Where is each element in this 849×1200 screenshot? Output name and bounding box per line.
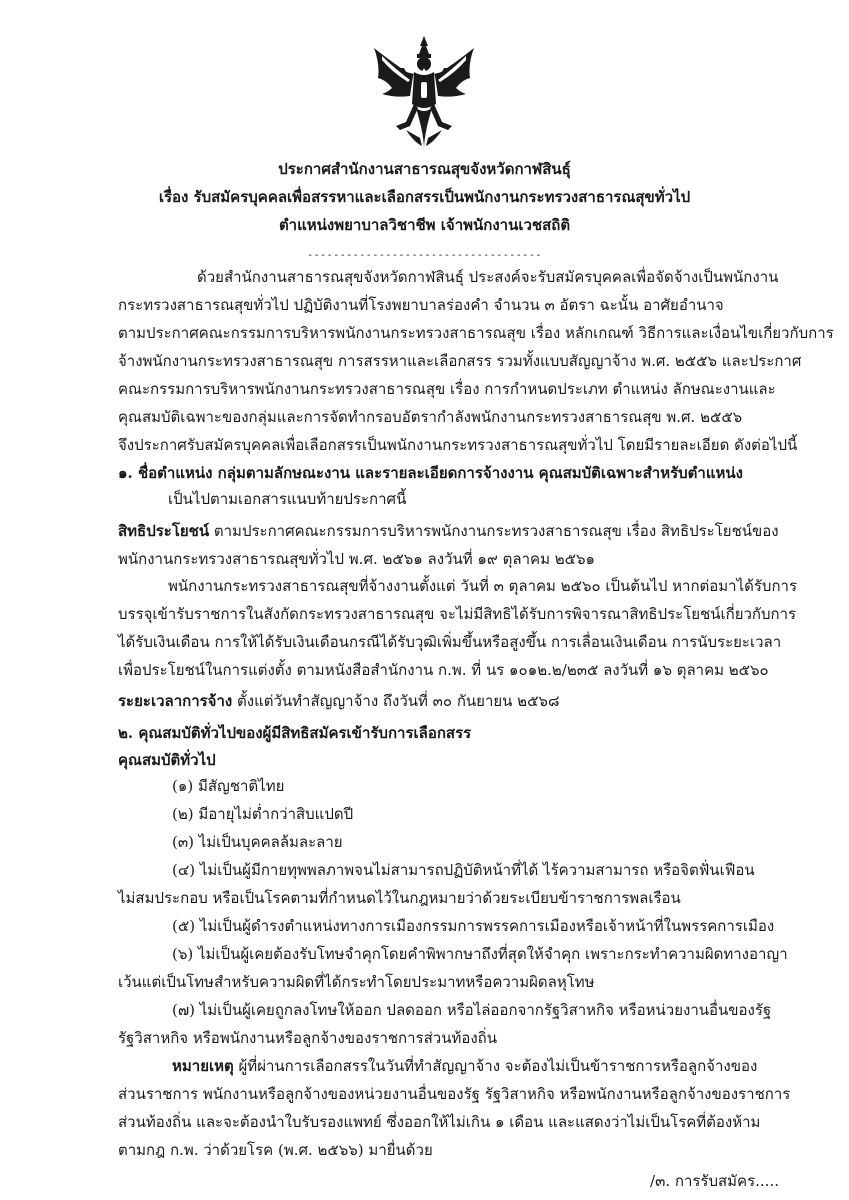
qualification-item-cont: ไม่สมประกอบ หรือเป็นโรคตามที่กำหนดไว้ในกฎหมายว่าด้วยระเบียบข้าราชการพลเรือน	[118, 889, 681, 907]
benefits-para-line: พนักงานกระทรวงสาธารณสุขที่จ้างงานตั้งแต่ วันที่ ๓ ตุลาคม ๒๕๖๐ เป็นต้นไป หากต่อมาได้รับการ	[168, 577, 798, 595]
benefits-line	[118, 520, 779, 542]
benefits-text: ตามประกาศคณะกรรมการบริหารพนักงานกระทรวงสาธารณสุข เรื่อง สิทธิประโยชน์ของ	[209, 522, 779, 540]
announcement-subject: เรื่อง รับสมัครบุคคลเพื่อสรรหาและเลือกสรรเป็นพนักงานกระทรวงสาธารณสุขทั่วไป	[158, 188, 691, 206]
section1-body: เป็นไปตามเอกสารแนบท้ายประกาศนี้	[168, 490, 407, 508]
intro-line: จ้างพนักงานกระทรวงสาธารณสุข การสรรหาและเลือกสรร รวมทั้งแบบสัญญาจ้าง พ.ศ. ๒๕๕๖ และประกาศ	[118, 352, 802, 370]
benefits-label: สิทธิประโยชน์	[118, 522, 210, 540]
announcement-position: ตำแหน่งพยาบาลวิชาชีพ เจ้าพนักงานเวชสถิติ	[278, 216, 571, 234]
employment-period-label: ระยะเวลาการจ้าง	[118, 692, 233, 710]
remark-line: ส่วนท้องถิ่น และจะต้องนำใบรับรองแพทย์ ซึ่งออกให้ไม่เกิน ๑ เดือน และแสดงว่าไม่เป็นโรคที่ต้องห้าม	[118, 1113, 761, 1131]
remark-text: ผู้ที่ผ่านการเลือกสรรในวันที่ทำสัญญาจ้าง จะต้องไม่เป็นข้าราชการหรือลูกจ้างของ	[233, 1057, 758, 1075]
intro-line: คณะกรรมการบริหารพนักงานกระทรวงสาธารณสุข เรื่อง การกำหนดประเภท ตำแหน่ง ลักษณะงานและ	[118, 380, 776, 398]
benefits-para-line: บรรจุเข้ารับราชการในสังกัดกระทรวงสาธารณสุข จะไม่มีสิทธิได้รับการพิจารณาสิทธิประโยชน์เกี่ยวกับการ	[118, 605, 797, 623]
qualification-item: (๔) ไม่เป็นผู้มีกายทุพพลภาพจนไม่สามารถปฏิบัติหน้าที่ได้ ไร้ความสามารถ หรือจิตฟั่นเฟือน	[172, 861, 755, 879]
remark-label: หมายเหตุ	[172, 1057, 234, 1075]
benefits-para-line: เพื่อประโยชน์ในการแต่งตั้ง ตามหนังสือสำนักงาน ก.พ. ที่ นร ๑๐๑๒.๒/๒๓๕ ลงวันที่ ๑๖ ตุลาคม ๒๕๖๐	[118, 661, 769, 679]
employment-period-text: ตั้งแต่วันทำสัญญาจ้าง ถึงวันที่ ๓๐ กันยายน ๒๕๖๘	[232, 692, 560, 710]
section2-subheading: คุณสมบัติทั่วไป	[118, 751, 216, 769]
benefits-line: พนักงานกระทรวงสาธารณสุขทั่วไป พ.ศ. ๒๕๖๑ ลงวันที่ ๑๙ ตุลาคม ๒๕๖๑	[118, 550, 596, 568]
section1-heading: ๑. ชื่อตำแหน่ง กลุ่มตามลักษณะงาน และรายละเอียดการจ้างงาน คุณสมบัติเฉพาะสำหรับตำแหน่ง	[118, 464, 743, 482]
page-continuation: /๓. การรับสมัคร.....	[650, 1172, 779, 1190]
intro-line: ตามประกาศคณะกรรมการบริหารพนักงานกระทรวงสาธารณสุข เรื่อง หลักเกณฑ์ วิธีการและเงื่อนไขเกี่ยวกับการ	[118, 324, 834, 342]
qualification-item: (๕) ไม่เป็นผู้ดำรงตำแหน่งทางการเมืองกรรมการพรรคการเมืองหรือเจ้าหน้าที่ในพรรคการเมือง	[172, 917, 775, 935]
section2-heading: ๒. คุณสมบัติทั่วไปของผู้มีสิทธิสมัครเข้ารับการเลือกสรร	[118, 724, 472, 742]
intro-line: กระทรวงสาธารณสุขทั่วไป ปฏิบัติงานที่โรงพยาบาลร่องคำ จำนวน ๓ อัตรา ฉะนั้น อาศัยอำนาจ	[118, 296, 724, 314]
qualification-item: (๖) ไม่เป็นผู้เคยต้องรับโทษจำคุกโดยคำพิพากษาถึงที่สุดให้จำคุก เพราะกระทำความผิดทางอาญา	[172, 945, 788, 963]
qualification-item: (๒) มีอายุไม่ต่ำกว่าสิบแปดปี	[172, 805, 354, 823]
garuda-emblem-icon	[366, 34, 482, 152]
intro-line: คุณสมบัติเฉพาะของกลุ่มและการจัดทำกรอบอัตรากำลังพนักงานกระทรวงสาธารณสุข พ.ศ. ๒๕๕๖	[118, 408, 743, 426]
intro-line: ด้วยสำนักงานสาธารณสุขจังหวัดกาฬสินธุ์ ประสงค์จะรับสมัครบุคคลเพื่อจัดจ้างเป็นพนักงาน	[197, 268, 779, 286]
qualification-item-cont: รัฐวิสาหกิจ หรือพนักงานหรือลูกจ้างของราชการส่วนท้องถิ่น	[118, 1029, 497, 1047]
remark-line: ส่วนราชการ พนักงานหรือลูกจ้างของหน่วยงานอื่นของรัฐ รัฐวิสาหกิจ หรือพนักงานหรือลูกจ้างของราชการ	[118, 1085, 791, 1103]
qualification-item: (๗) ไม่เป็นผู้เคยถูกลงโทษให้ออก ปลดออก หรือไล่ออกจากรัฐวิสาหกิจ หรือหน่วยงานอื่นของรัฐ	[172, 1001, 772, 1019]
qualification-item-cont: เว้นแต่เป็นโทษสำหรับความผิดที่ได้กระทำโดยประมาทหรือความผิดลหุโทษ	[118, 973, 595, 991]
remark-line	[172, 1055, 757, 1077]
intro-line: จึงประกาศรับสมัครบุคคลเพื่อเลือกสรรเป็นพนักงานกระทรวงสาธารณสุขทั่วไป โดยมีรายละเอียด ดังต่อไปนี้	[118, 436, 798, 454]
remark-line: ตามกฎ ก.พ. ว่าด้วยโรค (พ.ศ. ๒๕๖๖) มายื่นด้วย	[118, 1141, 433, 1159]
announcement-title: ประกาศสำนักงานสาธารณสุขจังหวัดกาฬสินธุ์	[278, 160, 571, 178]
employment-period	[118, 690, 560, 712]
benefits-para-line: ได้รับเงินเดือน การให้ได้รับเงินเดือนกรณีได้รับวุฒิเพิ่มขึ้นหรือสูงขึ้น การเลื่อนเงินเดือน การนับระยะเวลา	[118, 633, 782, 651]
title-separator: ------------------------------------	[307, 250, 542, 261]
qualification-item: (๓) ไม่เป็นบุคคลล้มละลาย	[172, 833, 343, 851]
qualification-item: (๑) มีสัญชาติไทย	[172, 777, 285, 795]
